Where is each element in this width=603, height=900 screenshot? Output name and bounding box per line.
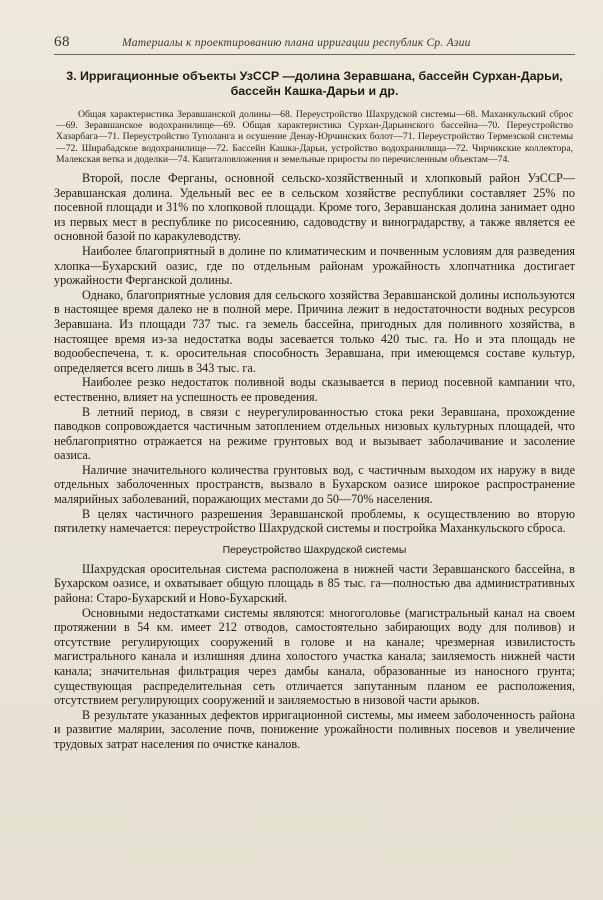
section-body bbox=[54, 171, 575, 536]
paragraph: В летний период, в связи с неурегулированностью стока реки Зеравшана, прохождение паводков сопровождается частичным затоплением отдельных низовых культурных площадей, что неблагоприятно отражается на режиме грунтовых вод и вызывает заболачивание и засоление оазиса. bbox=[54, 404, 575, 463]
paragraph: В целях частичного разрешения Зеравшанской проблемы, к осуществлению во вторую пятилетку намечается: переустройство Шахрудской системы и постройка Маханкульского сброса. bbox=[54, 506, 575, 536]
paragraph: Наиболее благоприятный в долине по климатическим и почвенным условиям для разведения хлопка—Бухарский оазис, где по отдельным районам урожайность хлопчатника достигает урожайности Ферганской долины. bbox=[54, 243, 575, 288]
paragraph: Наличие значительного количества грунтовых вод, с частичным выходом их наружу в виде отдельных заболоченных пространств, вызвало в Бухарском оазисе широкое распространение малярийных заболеваний, поражающих местами до 50—70% населения. bbox=[54, 462, 575, 507]
paragraph: Шахрудская оросительная система расположена в нижней части Зеравшанского бассейна, в Бухарском оазисе, и охватывает общую площадь в 85 тыс. га—полностью два административных района: Старо-Бухарский и Ново-Бухарский. bbox=[54, 561, 575, 606]
subsection-title: Переустройство Шахрудской системы bbox=[222, 544, 407, 556]
section-title: 3. Ирригационные объекты УзССР —долина Зеравшана, бассейн Сурхан-Дарьи, бассейн Кашка-Дарьи и др. bbox=[66, 69, 563, 98]
section-summary bbox=[56, 109, 573, 165]
paragraph: В результате указанных дефектов ирригационной системы, мы имеем заболоченность района и развитие малярии, засоление почв, понижение урожайности поливных посевов и увеличение трудовых затрат населения по очистке каналов. bbox=[54, 707, 575, 751]
paragraph: Однако, благоприятные условия для сельского хозяйства Зеравшанской долины используются в настоящее время далеко не в полной мере. Причина лежит в недостаточности водных ресурсов Зеравшана. Из площади 737 тыс. га земель бассейна, пригодных для поливного хозяйства, в настоящее время из-за недостатка воды засевается только 420 тыс. га. Но и эта площадь не водообеспечена, т. к. оросительная способность Зеравшана, при имеющемся составе культур, определяется всего лишь в 343 тыс. га. bbox=[54, 287, 575, 375]
running-title: Материалы к проектированию плана ирригации республик Ср. Азии bbox=[122, 36, 471, 49]
page-number: 68 bbox=[54, 34, 70, 50]
paragraph: Наиболее резко недостаток поливной воды сказывается в период посевной кампании что, естественно, влияет на успешность ее проведения. bbox=[54, 375, 575, 404]
paragraph: Второй, после Ферганы, основной сельско-хозяйственный и хлопковый район УзССР—Зеравшанская долина. Удельный вес ее в сельском хозяйстве республики составляет 25% по посевной площади и 31% по хлопковой площади. Кроме того, Зеравшанская долина занимает одно из первых мест в республике по рисосеянию, садоводству и виноградарству, а также является ее основной базой по каракулеводству. bbox=[54, 171, 575, 244]
page-header bbox=[54, 34, 575, 55]
summary-text: Общая характеристика Зеравшанской долины—68. Переустройство Шахрудской системы—68. Маханкульский сброс—69. Зеравшанское водохранилище—69. Общая характеристика Сурхан-Дарьинского бассейна—70. Переустройство Хазарбага—71. Переустройство Туполанга и осушение Денау-Юрчинских болот—71. Переустройство Термезской системы—72. Ширабадское водохранилище—72. Бассейн Кашка-Дарьи, устройство водохранилища—72. Чирчикские коллектора, Малекская ветка и доделки—74. Капиталовложения и земельные приросты по перечисленным объектам—74. bbox=[56, 109, 573, 165]
subsection-body bbox=[54, 562, 575, 752]
paragraph: Основными недостатками системы являются: многоголовье (магистральный канал на своем протяжении в 54 км. имеет 212 отводов, самостоятельно забирающих воду для поливов) и отсутствие регулирующих сооружений в голове и на канале; чрезмерная извилистость магистрального канала и излишняя длина холостого участка канала; заиляемость нижней части канала; значительная фильтрация через дамбы канала, образованные из наносного грунта; существующая распределительная сеть отличается запутанным планом ее расположения, отсутствием регулирующих сооружений и заиляемостью в низовой части арыков. bbox=[54, 605, 575, 708]
